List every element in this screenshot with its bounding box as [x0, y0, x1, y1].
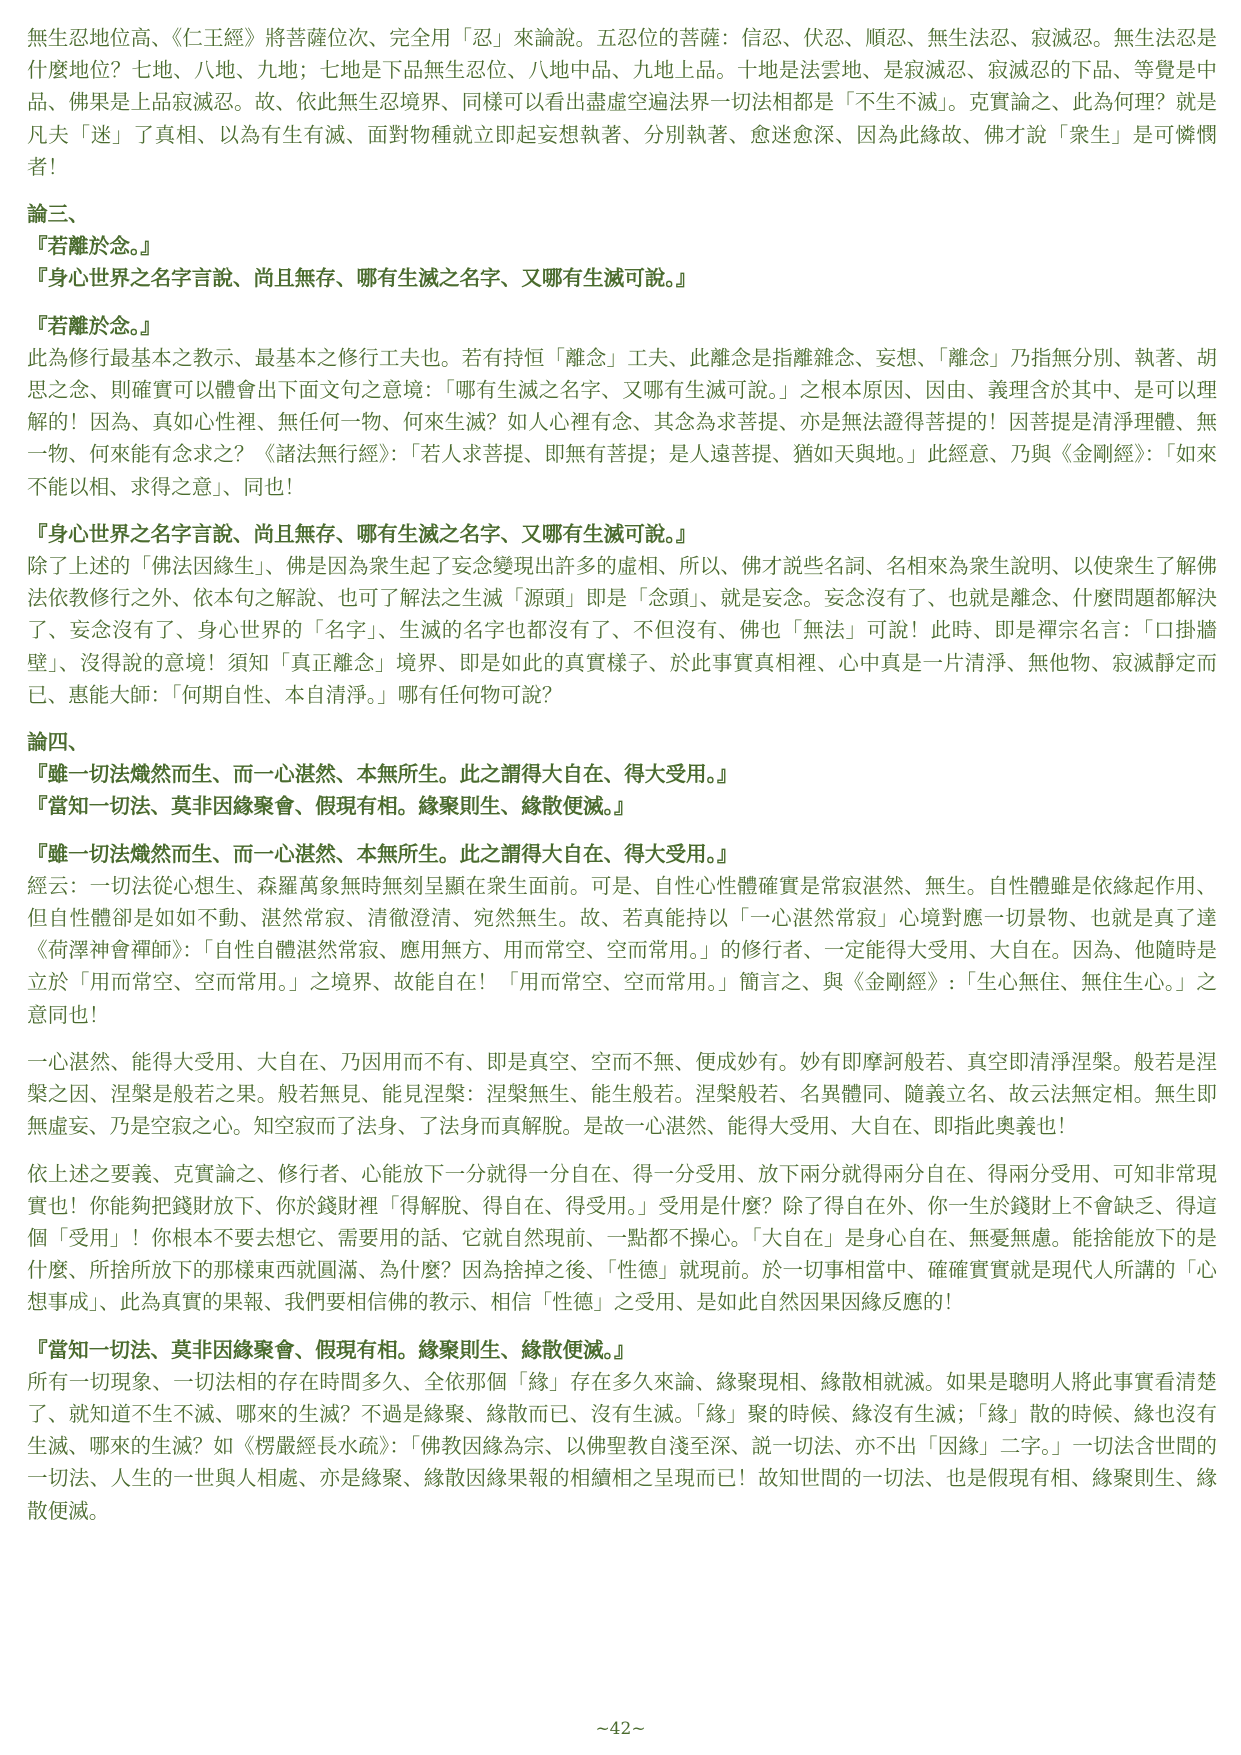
section-three-quote-2: 『身心世界之名字言說、尚且無存、哪有生滅之名字、又哪有生滅可說。』: [27, 266, 697, 291]
block-commentary: 此為修行最基本之教示、最基本之修行工夫也。若有持恒「離念」工夫、此離念是指離雜念、妄想、「離念」乃指無分別、執著、胡思之念、則確實可以體會出下面文句之意境：「哪有生滅之名字、又哪有生滅可說。」之根本原因、因由、義理含於其中、是可以理解的！因為、真如心性裡、無任何一物、何來生滅？如人心裡有念、其念為求菩提、亦是無法證得菩提的！因菩提是清淨理體、無一物、何來能有念求之？《諸法無行經》：「若人求菩提、即無有菩提；是人遠菩提、猶如天與地。」此經意、乃與《金剛經》：「如來不能以相、求得之意」、同也！: [27, 345, 1217, 499]
block-quote-heading: 『當知一切法、莫非因緣聚會、假現有相。緣聚則生、緣散便滅。』: [27, 1337, 635, 1362]
block-commentary: 所有一切現象、一切法相的存在時間多久、全依那個「緣」存在多久來論、緣聚現相、緣散相就滅。如果是聰明人將此事實看清楚了、就知道不生不滅、哪來的生滅？不過是緣聚、緣散而已、沒有生滅。「緣」聚的時候、緣沒有生滅；「緣」散的時候、緣也沒有生滅、哪來的生滅？如《楞嚴經長水疏》：「佛教因緣為宗、以佛聖教自淺至深、説一切法、亦不出「因緣」二字。」一切法含世間的一切法、人生的一世與人相處、亦是緣聚、緣散因緣果報的相續相之呈現而已！故知世間的一切法、也是假現有相、緣聚則生、緣散便滅。: [27, 1369, 1217, 1523]
block-quote-heading: 『若離於念。』: [27, 313, 161, 338]
section-three: [27, 198, 1217, 295]
page-number: ~42~: [595, 1719, 646, 1739]
section-three-block-2: [27, 518, 1217, 711]
section-four-label: 論四、: [27, 730, 89, 755]
section-three-quote-1: 『若離於念。』: [27, 234, 161, 259]
block-commentary: 經云：一切法從心想生、森羅萬象無時無刻呈顯在衆生面前。可是、自性心性體確實是常寂湛然、無生。自性體雖是依緣起作用、但自性體卻是如如不動、湛然常寂、清徹澄清、宛然無生。故、若真能持以「一心湛然常寂」心境對應一切景物、也就是真了達《荷澤神會禪師》：「自性自體湛然常寂、應用無方、用而常空、空而常用。」的修行者、一定能得大受用、大自在。因為、他隨時是立於「用而常空、空而常用。」之境界、故能自在！「用而常空、空而常用。」簡言之、與《金剛經》:「生心無住、無住生心。」之意同也！: [27, 873, 1217, 1027]
block-quote-heading: 『身心世界之名字言說、尚且無存、哪有生滅之名字、又哪有生滅可說。』: [27, 521, 697, 546]
section-three-label: 論三、: [27, 202, 89, 227]
section-four-paragraph-3: 依上述之要義、克實論之、修行者、心能放下一分就得一分自在、得一分受用、放下兩分就得兩分自在、得兩分受用、可知非常現實也！你能夠把錢財放下、你於錢財裡「得解脫、得自在、得受用。」受用是什麼？除了得自在外、你一生於錢財上不會缺乏、得這個「受用」！你根本不要去想它、需要用的話、它就自然現前、一點都不操心。「大自在」是身心自在、無憂無慮。能捨能放下的是什麼、所捨所放下的那樣東西就圓滿、為什麼？因為捨掉之後、「性德」就現前。於一切事相當中、確確實實就是現代人所講的「心想事成」、此為真實的果報、我們要相信佛的教示、相信「性德」之受用、是如此自然因果因緣反應的！: [27, 1161, 1217, 1315]
block-commentary: 除了上述的「佛法因緣生」、佛是因為衆生起了妄念變現出許多的虛相、所以、佛才説些名詞、名相來為衆生說明、以使衆生了解佛法依教修行之外、依本句之解說、也可了解法之生滅「源頭」即是「念頭」、就是妄念。妄念沒有了、也就是離念、什麼問題都解決了、妄念沒有了、身心世界的「名字」、生滅的名字也都沒有了、不但沒有、佛也「無法」可說！此時、即是禪宗名言：「口掛牆壁」、沒得說的意境！須知「真正離念」境界、即是如此的真實樣子、於此事實真相裡、心中真是一片清淨、無他物、寂滅靜定而已、惠能大師：「何期自性、本自清淨。」哪有任何物可說？: [27, 554, 1217, 707]
section-four-quote-2: 『當知一切法、莫非因緣聚會、假現有相。緣聚則生、緣散便滅。』: [27, 794, 635, 819]
document-page: [27, 22, 1217, 1542]
section-three-block-1: [27, 310, 1217, 503]
section-four-paragraph-2: 一心湛然、能得大受用、大自在、乃因用而不有、即是真空、空而不無、便成妙有。妙有即摩訶般若、真空即清淨涅槃。般若是涅槃之因、涅槃是般若之果。般若無見、能見涅槃：涅槃無生、能生般若。涅槃般若、名異體同、隨義立名、故云法無定相。無生即無虛妄、乃是空寂之心。知空寂而了法身、了法身而真解脫。是故一心湛然、能得大受用、大自在、即指此奧義也！: [27, 1049, 1217, 1139]
section-four: [27, 726, 1217, 823]
block-quote-heading: 『雖一切法熾然而生、而一心湛然、本無所生。此之謂得大自在、得大受用。』: [27, 841, 738, 866]
section-four-quote-1: 『雖一切法熾然而生、而一心湛然、本無所生。此之謂得大自在、得大受用。』: [27, 762, 738, 787]
intro-paragraph: 無生忍地位高、《仁王經》將菩薩位次、完全用「忍」來論說。五忍位的菩薩：信忍、伏忍、順忍、無生法忍、寂滅忍。無生法忍是什麼地位？七地、八地、九地；七地是下品無生忍位、八地中品、九地上品。十地是法雲地、是寂滅忍、寂滅忍的下品、等覺是中品、佛果是上品寂滅忍。故、依此無生忍境界、同樣可以看出盡虛空遍法界一切法相都是「不生不滅」。克實論之、此為何理？就是凡夫「迷」了真相、以為有生有滅、面對物種就立即起妄想執著、分別執著、愈迷愈深、因為此緣故、佛才說「衆生」是可憐憫者！: [27, 26, 1217, 179]
section-four-block-2: [27, 1334, 1217, 1527]
section-four-block-1: [27, 838, 1217, 1031]
